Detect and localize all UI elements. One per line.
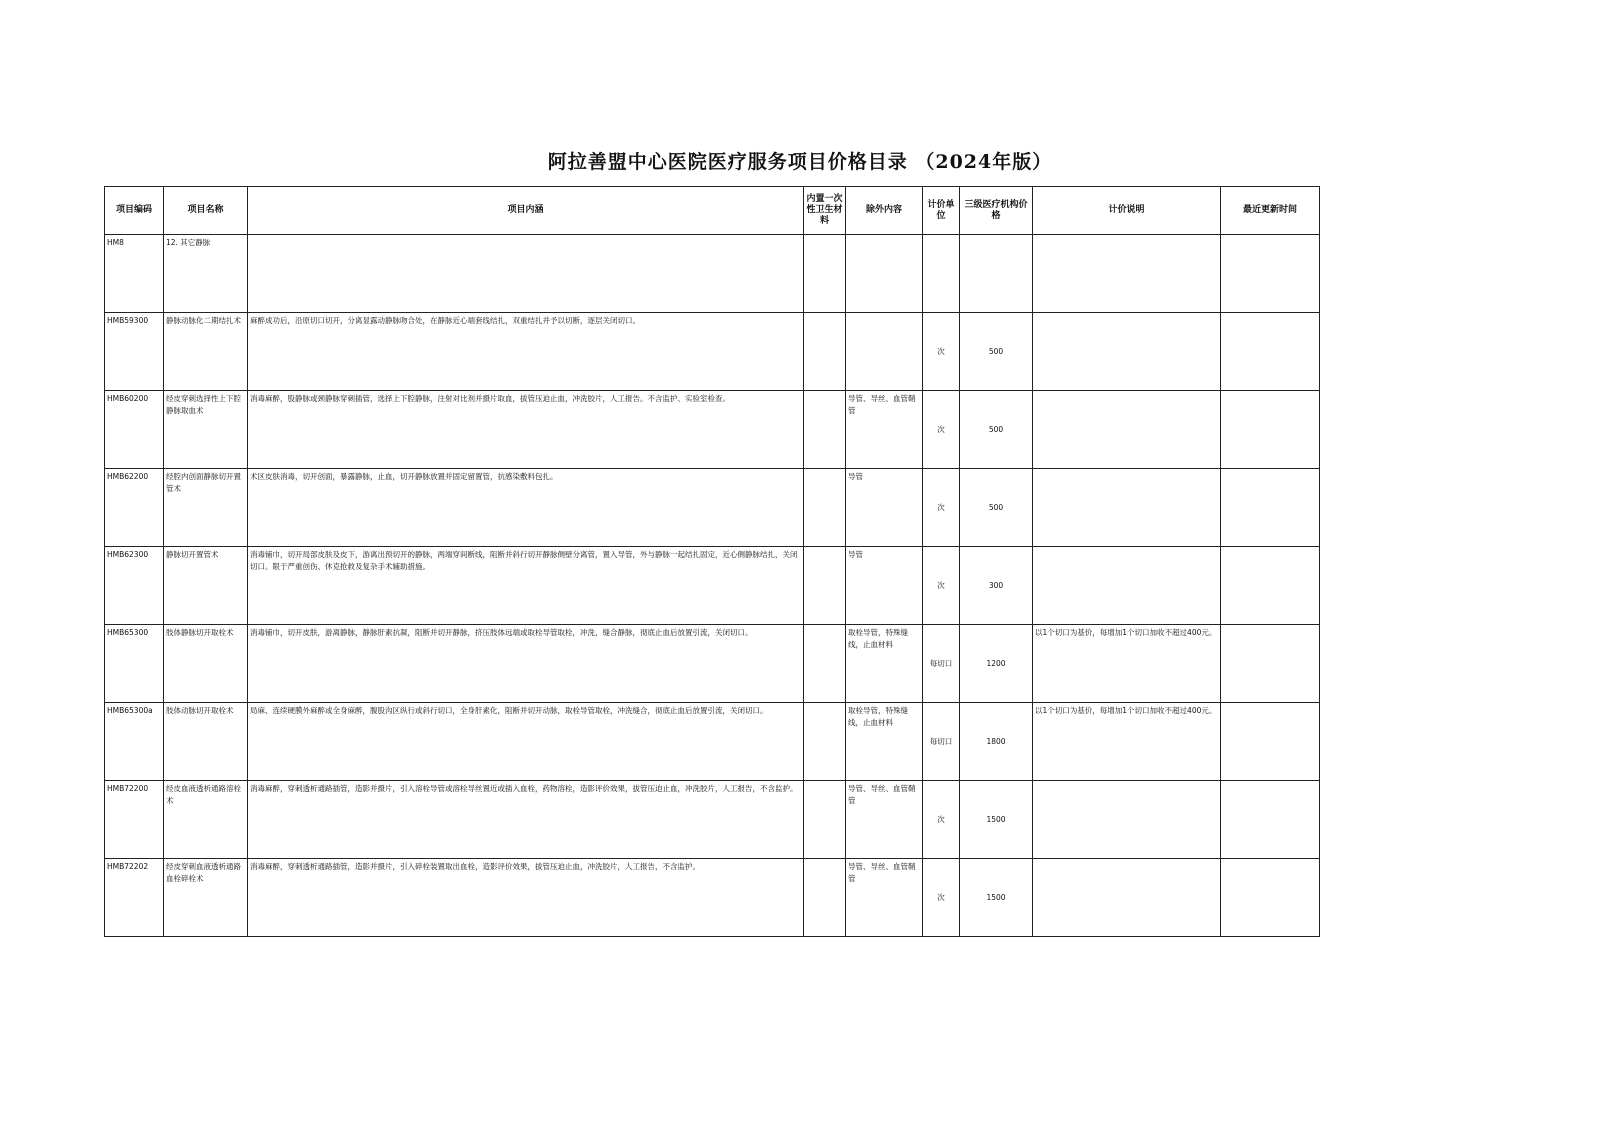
cell-price: 500	[960, 469, 1033, 547]
table-row	[105, 703, 1320, 781]
cell-content: 消毒麻醉，穿刺透析通路插管，造影并摄片，引入溶栓导管或溶栓导丝置近或插入血栓，药物溶栓，造影评价效果，拔管压迫止血，冲洗胶片，人工报告，不含监护。	[248, 781, 804, 859]
cell-updated	[1221, 469, 1320, 547]
cell-content: 麻醉成功后，沿原切口切开，分离显露动静脉吻合处，在静脉近心端套线结扎，双重结扎并予以切断，逐层关闭切口。	[248, 313, 804, 391]
cell-exclusion: 导管、导丝、血管鞘管	[846, 859, 923, 937]
table-row	[105, 235, 1320, 313]
cell-name: 静脉动脉化二期结扎术	[164, 313, 248, 391]
cell-updated	[1221, 703, 1320, 781]
cell-material	[804, 703, 846, 781]
col-header-code: 项目编码	[105, 187, 164, 235]
cell-name: 静脉切开置管术	[164, 547, 248, 625]
cell-material	[804, 391, 846, 469]
cell-price: 1800	[960, 703, 1033, 781]
cell-content: 消毒麻醉，穿刺透析通路插管，造影并摄片，引入碎栓装置取出血栓，造影评价效果，拔管压迫止血，冲洗胶片，人工报告，不含监护。	[248, 859, 804, 937]
cell-code: HMB62300	[105, 547, 164, 625]
table-row	[105, 469, 1320, 547]
cell-unit: 每切口	[923, 625, 960, 703]
cell-code: HMB59300	[105, 313, 164, 391]
cell-exclusion	[846, 235, 923, 313]
cell-updated	[1221, 547, 1320, 625]
cell-material	[804, 313, 846, 391]
cell-unit: 次	[923, 781, 960, 859]
cell-name: 经腔内创面静脉切开置管术	[164, 469, 248, 547]
table-row	[105, 313, 1320, 391]
price-table	[104, 186, 1320, 937]
cell-code: HMB65300	[105, 625, 164, 703]
cell-exclusion: 取栓导管，特殊缝线，止血材料	[846, 703, 923, 781]
cell-price	[960, 235, 1033, 313]
cell-content: 术区皮肤消毒，切开创面，暴露静脉，止血，切开静脉放置并固定留置管，抗感染敷料包扎。	[248, 469, 804, 547]
cell-material	[804, 235, 846, 313]
cell-unit: 次	[923, 469, 960, 547]
cell-note	[1033, 469, 1221, 547]
cell-code: HMB60200	[105, 391, 164, 469]
table-row	[105, 625, 1320, 703]
cell-updated	[1221, 625, 1320, 703]
cell-note	[1033, 313, 1221, 391]
cell-updated	[1221, 235, 1320, 313]
col-header-material: 内置一次性卫生材料	[804, 187, 846, 235]
cell-unit: 次	[923, 547, 960, 625]
cell-name: 肢体动脉切开取栓术	[164, 703, 248, 781]
cell-updated	[1221, 859, 1320, 937]
cell-updated	[1221, 391, 1320, 469]
cell-note: 以1个切口为基价，每增加1个切口加收不超过400元。	[1033, 703, 1221, 781]
cell-code: HMB72200	[105, 781, 164, 859]
cell-content: 局麻、连续硬膜外麻醉或全身麻醉，腹股沟区纵行或斜行切口，全身肝素化，阻断并切开动脉，取栓导管取栓，冲洗缝合，彻底止血后放置引流，关闭切口。	[248, 703, 804, 781]
cell-code: HMB62200	[105, 469, 164, 547]
col-header-content: 项目内涵	[248, 187, 804, 235]
cell-exclusion: 导管	[846, 469, 923, 547]
cell-content: 消毒铺巾，切开局部皮肤及皮下，游离出预切开的静脉，两端穿间断线，阻断并斜行切开静脉侧壁分离管，置入导管，外与静脉一起结扎固定，近心侧静脉结扎，关闭切口。限于严重创伤、休克抢救及复杂手术辅助措施。	[248, 547, 804, 625]
cell-unit: 次	[923, 859, 960, 937]
cell-note	[1033, 781, 1221, 859]
cell-note: 以1个切口为基价，每增加1个切口加收不超过400元。	[1033, 625, 1221, 703]
table-body	[105, 235, 1320, 937]
cell-name: 经皮穿刺选择性上下腔静脉取血术	[164, 391, 248, 469]
table-row	[105, 859, 1320, 937]
cell-code: HMB65300a	[105, 703, 164, 781]
cell-code: HMB72202	[105, 859, 164, 937]
cell-material	[804, 859, 846, 937]
cell-code: HM8	[105, 235, 164, 313]
table-row	[105, 547, 1320, 625]
col-header-unit: 计价单位	[923, 187, 960, 235]
cell-name: 经皮血液透析通路溶栓术	[164, 781, 248, 859]
cell-name: 经皮穿刺血液透析通路血栓碎栓术	[164, 859, 248, 937]
cell-note	[1033, 391, 1221, 469]
table-row	[105, 391, 1320, 469]
cell-unit: 次	[923, 391, 960, 469]
cell-content	[248, 235, 804, 313]
cell-updated	[1221, 313, 1320, 391]
cell-material	[804, 469, 846, 547]
cell-material	[804, 547, 846, 625]
col-header-note: 计价说明	[1033, 187, 1221, 235]
cell-unit: 每切口	[923, 703, 960, 781]
cell-exclusion	[846, 313, 923, 391]
cell-material	[804, 625, 846, 703]
cell-unit	[923, 235, 960, 313]
cell-material	[804, 781, 846, 859]
cell-price: 1500	[960, 859, 1033, 937]
col-header-exclusion: 除外内容	[846, 187, 923, 235]
cell-price: 300	[960, 547, 1033, 625]
cell-note	[1033, 235, 1221, 313]
col-header-price: 三级医疗机构价格	[960, 187, 1033, 235]
cell-price: 1500	[960, 781, 1033, 859]
cell-price: 500	[960, 391, 1033, 469]
cell-content: 消毒铺巾，切开皮肤，游离静脉，静脉肝素抗凝，阻断并切开静脉，挤压肢体远端或取栓导管取栓，冲洗，缝合静脉，彻底止血后放置引流，关闭切口。	[248, 625, 804, 703]
cell-content: 消毒麻醉，股静脉或颈静脉穿刺插管，选择上下腔静脉，注射对比剂并摄片取血，拔管压迫止血，冲洗胶片，人工报告。不含监护、实验室检查。	[248, 391, 804, 469]
cell-note	[1033, 859, 1221, 937]
document-title: 阿拉善盟中心医院医疗服务项目价格目录 （2024年版）	[547, 151, 1053, 173]
cell-exclusion: 导管、导丝、血管鞘管	[846, 391, 923, 469]
cell-exclusion: 导管	[846, 547, 923, 625]
table-row	[105, 781, 1320, 859]
cell-updated	[1221, 781, 1320, 859]
cell-exclusion: 导管、导丝、血管鞘管	[846, 781, 923, 859]
cell-name: 肢体静脉切开取栓术	[164, 625, 248, 703]
cell-name: 12. 其它静脉	[164, 235, 248, 313]
cell-note	[1033, 547, 1221, 625]
header-row	[105, 187, 1320, 235]
col-header-name: 项目名称	[164, 187, 248, 235]
col-header-updated: 最近更新时间	[1221, 187, 1320, 235]
cell-price: 1200	[960, 625, 1033, 703]
cell-price: 500	[960, 313, 1033, 391]
cell-unit: 次	[923, 313, 960, 391]
cell-exclusion: 取栓导管，特殊缝线，止血材料	[846, 625, 923, 703]
